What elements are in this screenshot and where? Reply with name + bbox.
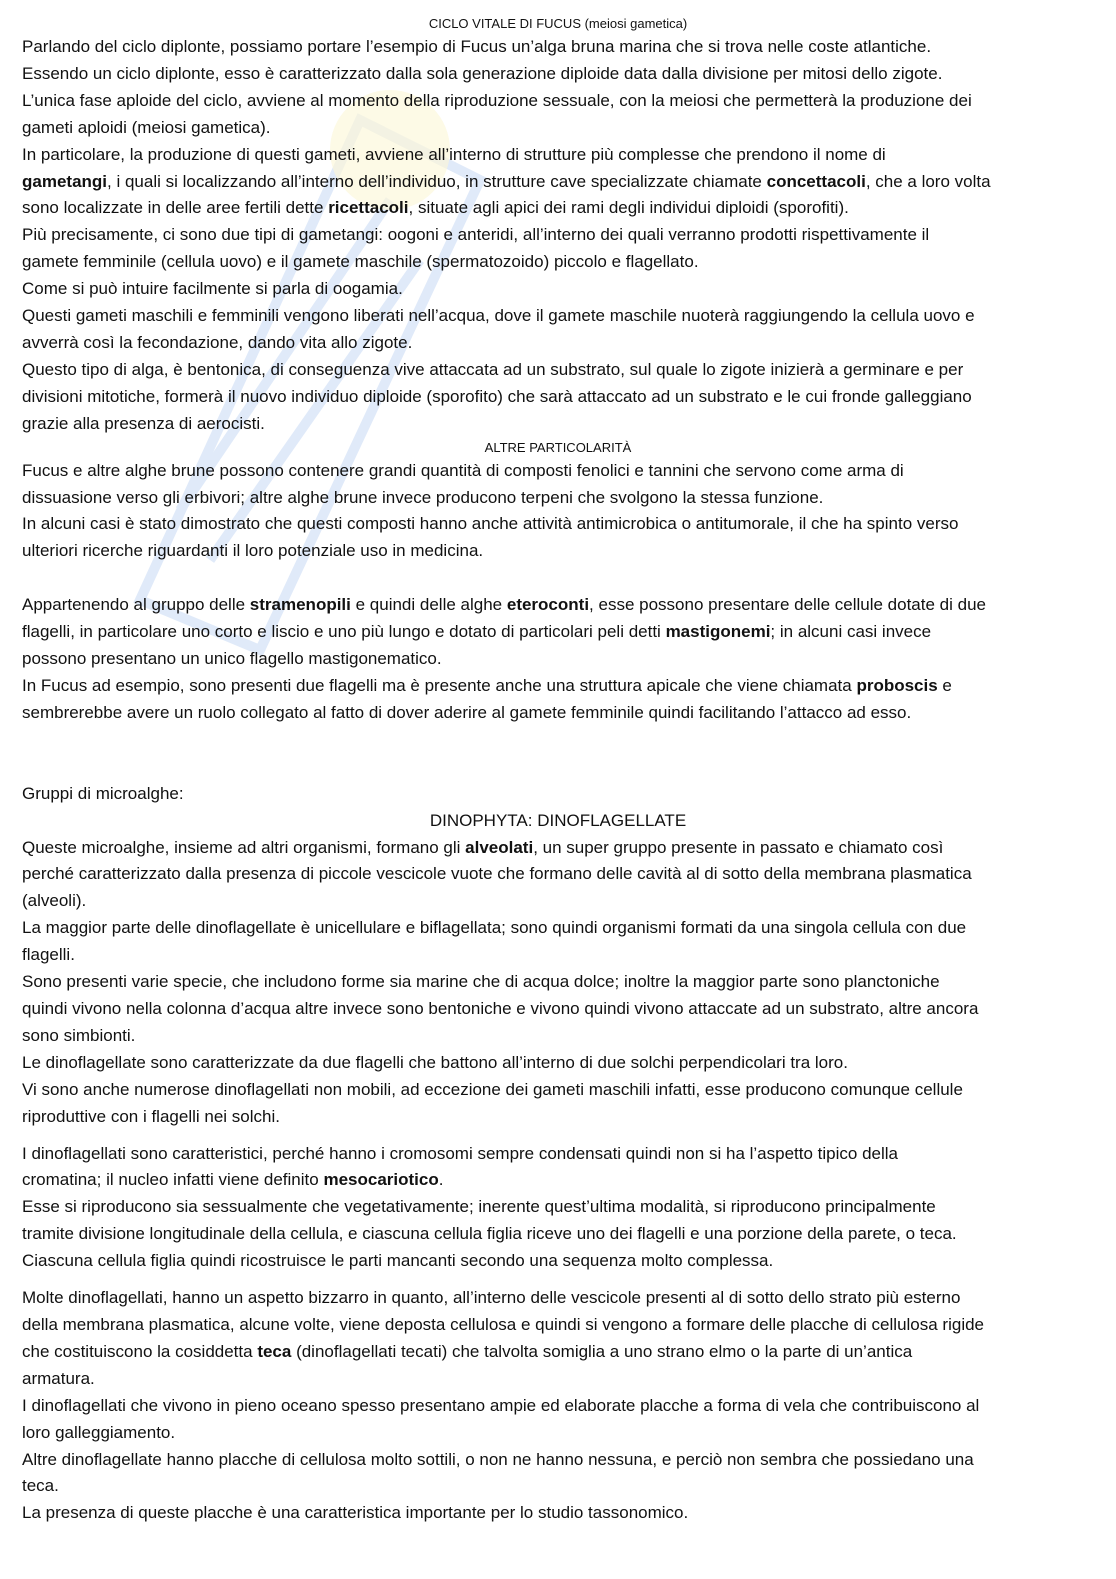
paragraph-stramenopili — [22, 592, 1094, 727]
text-line: Altre dinoflagellate hanno placche di cellulosa molto sottili, o non ne hanno nessuna, e perciò non sembra che possiedano una — [22, 1449, 974, 1469]
text-line: divisioni mitotiche, formerà il nuovo individuo diploide (sporofito) che sarà attaccato ad un substrato e le cui fronde galleggiano — [22, 386, 972, 406]
text-line: tramite divisione longitudinale della cellula, e ciascuna cellula figlia riceve uno dei flagelli e una porzione della parete, o teca. — [22, 1224, 957, 1244]
bold-term: mastigonemi — [665, 622, 771, 642]
text-line: armatura. — [22, 1368, 95, 1388]
bold-term: teca — [257, 1341, 292, 1361]
text-line: La maggior parte delle dinoflagellate è unicellulare e biflagellata; sono quindi organismi formati da una singola cellula con due — [22, 918, 967, 938]
text-line: riproduttive con i flagelli nei solchi. — [22, 1106, 280, 1126]
text-line: I dinoflagellati che vivono in pieno oceano spesso presentano ampie ed elaborate placche a forma di vela che contribuiscono al — [22, 1395, 980, 1415]
microalghe-intro: Gruppi di microalghe: — [22, 783, 184, 803]
section-title-particolarita: ALTRE PARTICOLARITÀ — [484, 439, 632, 455]
text-line: Le dinoflagellate sono caratterizzate da due flagelli che battono all’interno di due solchi perpendicolari tra loro. — [22, 1052, 848, 1072]
text-line: perché caratterizzato dalla presenza di piccole vescicole vuote che formano delle cavità al di sotto della membrana plasmatica — [22, 864, 972, 884]
text-line: teca. — [22, 1476, 59, 1496]
text-line: Vi sono anche numerose dinoflagellati non mobili, ad eccezione dei gameti maschili infatti, esse producono comunque cellule — [22, 1079, 963, 1099]
text-line: gamete femminile (cellula uovo) e il gamete maschile (spermatozoido) piccolo e flagellato. — [22, 252, 699, 272]
text-line: Sono presenti varie specie, che includono forme sia marine che di acqua dolce; inoltre la maggior parte sono planctoniche — [22, 972, 940, 992]
bold-term: mesocariotico — [323, 1170, 439, 1190]
text-line: ulteriori ricerche riguardanti il loro potenziale uso in medicina. — [22, 541, 484, 561]
text-line: L’unica fase aploide del ciclo, avviene al momento della riproduzione sessuale, con la meiosi che permetterà la produzione dei — [22, 90, 972, 110]
text-line: Queste microalghe, insieme ad altri organismi, formano gli alveolati, un super gruppo presente in passato e chiamato così — [22, 837, 944, 857]
text-line: Come si può intuire facilmente si parla di oogamia. — [22, 279, 403, 299]
text-line: gametangi, i quali si localizzando all’interno dell’individuo, in strutture cave specializzate chiamate concettacoli, che a loro volta — [22, 171, 991, 191]
bold-term: concettacoli — [766, 171, 866, 191]
text-line: sembrerebbe avere un ruolo collegato al fatto di dover aderire al gamete femminile quindi facilitando l’attacco ad esso. — [22, 702, 912, 722]
text-line: dissuasione verso gli erbivori; altre alghe brune invece producono terpeni che svolgono la stessa funzione. — [22, 487, 824, 507]
text-line: che costituiscono la cosiddetta teca (dinoflagellati tecati) che talvolta somiglia a uno strano elmo o la parte di un’antica — [22, 1341, 913, 1361]
bold-term: ricettacoli — [328, 198, 409, 218]
text-line: (alveoli). — [22, 891, 87, 911]
text-line: Appartenendo al gruppo delle stramenopili e quindi delle alghe eteroconti, esse possono presentare delle cellule dotate di due — [22, 595, 986, 615]
text-line: Essendo un ciclo diplonte, esso è caratterizzato dalla sola generazione diploide data dalla divisione per mitosi dello zigote. — [22, 63, 943, 83]
bold-term: eteroconti — [506, 595, 590, 615]
document-page — [22, 14, 1094, 1527]
text-line: cromatina; il nucleo infatti viene definito mesocariotico. — [22, 1170, 444, 1190]
text-line: flagelli. — [22, 945, 75, 965]
text-line: Molte dinoflagellati, hanno un aspetto bizzarro in quanto, all’interno delle vescicole presenti al di sotto dello strato più esterno — [22, 1288, 961, 1308]
text-line: Parlando del ciclo diplonte, possiamo portare l’esempio di Fucus un’alga bruna marina che si trova nelle coste atlantiche. — [22, 37, 932, 56]
bold-term: alveolati — [465, 837, 534, 857]
text-line: grazie alla presenza di aerocisti. — [22, 413, 265, 433]
text-line: La presenza di queste placche è una caratteristica importante per lo studio tassonomico. — [22, 1503, 689, 1523]
text-line: Più precisamente, ci sono due tipi di gametangi: oogoni e anteridi, all’interno dei quali verranno prodotti rispettivamente il — [22, 225, 930, 245]
paragraph-teca — [22, 1285, 1094, 1527]
text-line: sono simbionti. — [22, 1025, 136, 1045]
text-line: gameti aploidi (meiosi gametica). — [22, 117, 271, 137]
text-line: quindi vivono nella colonna d’acqua altre invece sono bentoniche e vivono quindi vivono attaccate ad un substrato, altre ancora — [22, 999, 979, 1018]
bold-term: proboscis — [856, 675, 938, 695]
text-line: loro galleggiamento. — [22, 1422, 176, 1442]
text-line: In Fucus ad esempio, sono presenti due flagelli ma è presente anche una struttura apicale che viene chiamata proboscis e — [22, 675, 952, 695]
paragraph-cromosomi — [22, 1141, 1094, 1276]
section-title-dinophyta: DINOPHYTA: DINOFLAGELLATE — [429, 810, 687, 830]
bold-term: gametangi — [22, 171, 108, 191]
text-line: flagelli, in particolare uno corto e liscio e uno più lungo e dotato di particolari peli detti mastigonemi; in alcuni casi invece — [22, 622, 932, 642]
paragraph-fucus-cycle — [22, 34, 1094, 438]
text-line: In particolare, la produzione di questi gameti, avviene all’interno di strutture più complesse che prendono il nome di — [22, 144, 886, 164]
text-line: Questo tipo di alga, è bentonica, di conseguenza vive attaccata ad un substrato, sul quale lo zigote inizierà a germinare e per — [22, 359, 964, 379]
text-line: della membrana plasmatica, alcune volte, viene deposta cellulosa e quindi si vengono a formare delle placche di cellulosa rigide — [22, 1314, 985, 1334]
text-line: Fucus e altre alghe brune possono contenere grandi quantità di composti fenolici e tannini che servono come arma di — [22, 460, 904, 480]
text-line: Ciascuna cellula figlia quindi ricostruisce le parti mancanti secondo una sequenza molto complessa. — [22, 1251, 774, 1271]
text-line: possono presentano un unico flagello mastigonematico. — [22, 649, 442, 669]
text-line: Esse si riproducono sia sessualmente che vegetativamente; inerente quest’ultima modalità, si riproducono principalmente — [22, 1197, 936, 1217]
paragraph-alveolati — [22, 835, 1094, 1131]
text-line: avverrà così la fecondazione, dando vita allo zigote. — [22, 332, 413, 352]
section-title-fucus: CICLO VITALE DI FUCUS (meiosi gametica) — [428, 16, 688, 31]
text-line: sono localizzate in delle aree fertili dette ricettacoli, situate agli apici dei rami degli individui diploidi (sporofiti). — [22, 198, 849, 218]
bold-term: stramenopili — [249, 595, 351, 615]
text-line: Questi gameti maschili e femminili vengono liberati nell’acqua, dove il gamete maschile nuoterà raggiungendo la cellula uovo e — [22, 306, 975, 326]
text-line: I dinoflagellati sono caratteristici, perché hanno i cromosomi sempre condensati quindi non si ha l’aspetto tipico della — [22, 1143, 898, 1163]
paragraph-composti — [22, 458, 1094, 566]
text-line: In alcuni casi è stato dimostrato che questi composti hanno anche attività antimicrobica o antitumorale, il che ha spinto verso — [22, 514, 959, 534]
